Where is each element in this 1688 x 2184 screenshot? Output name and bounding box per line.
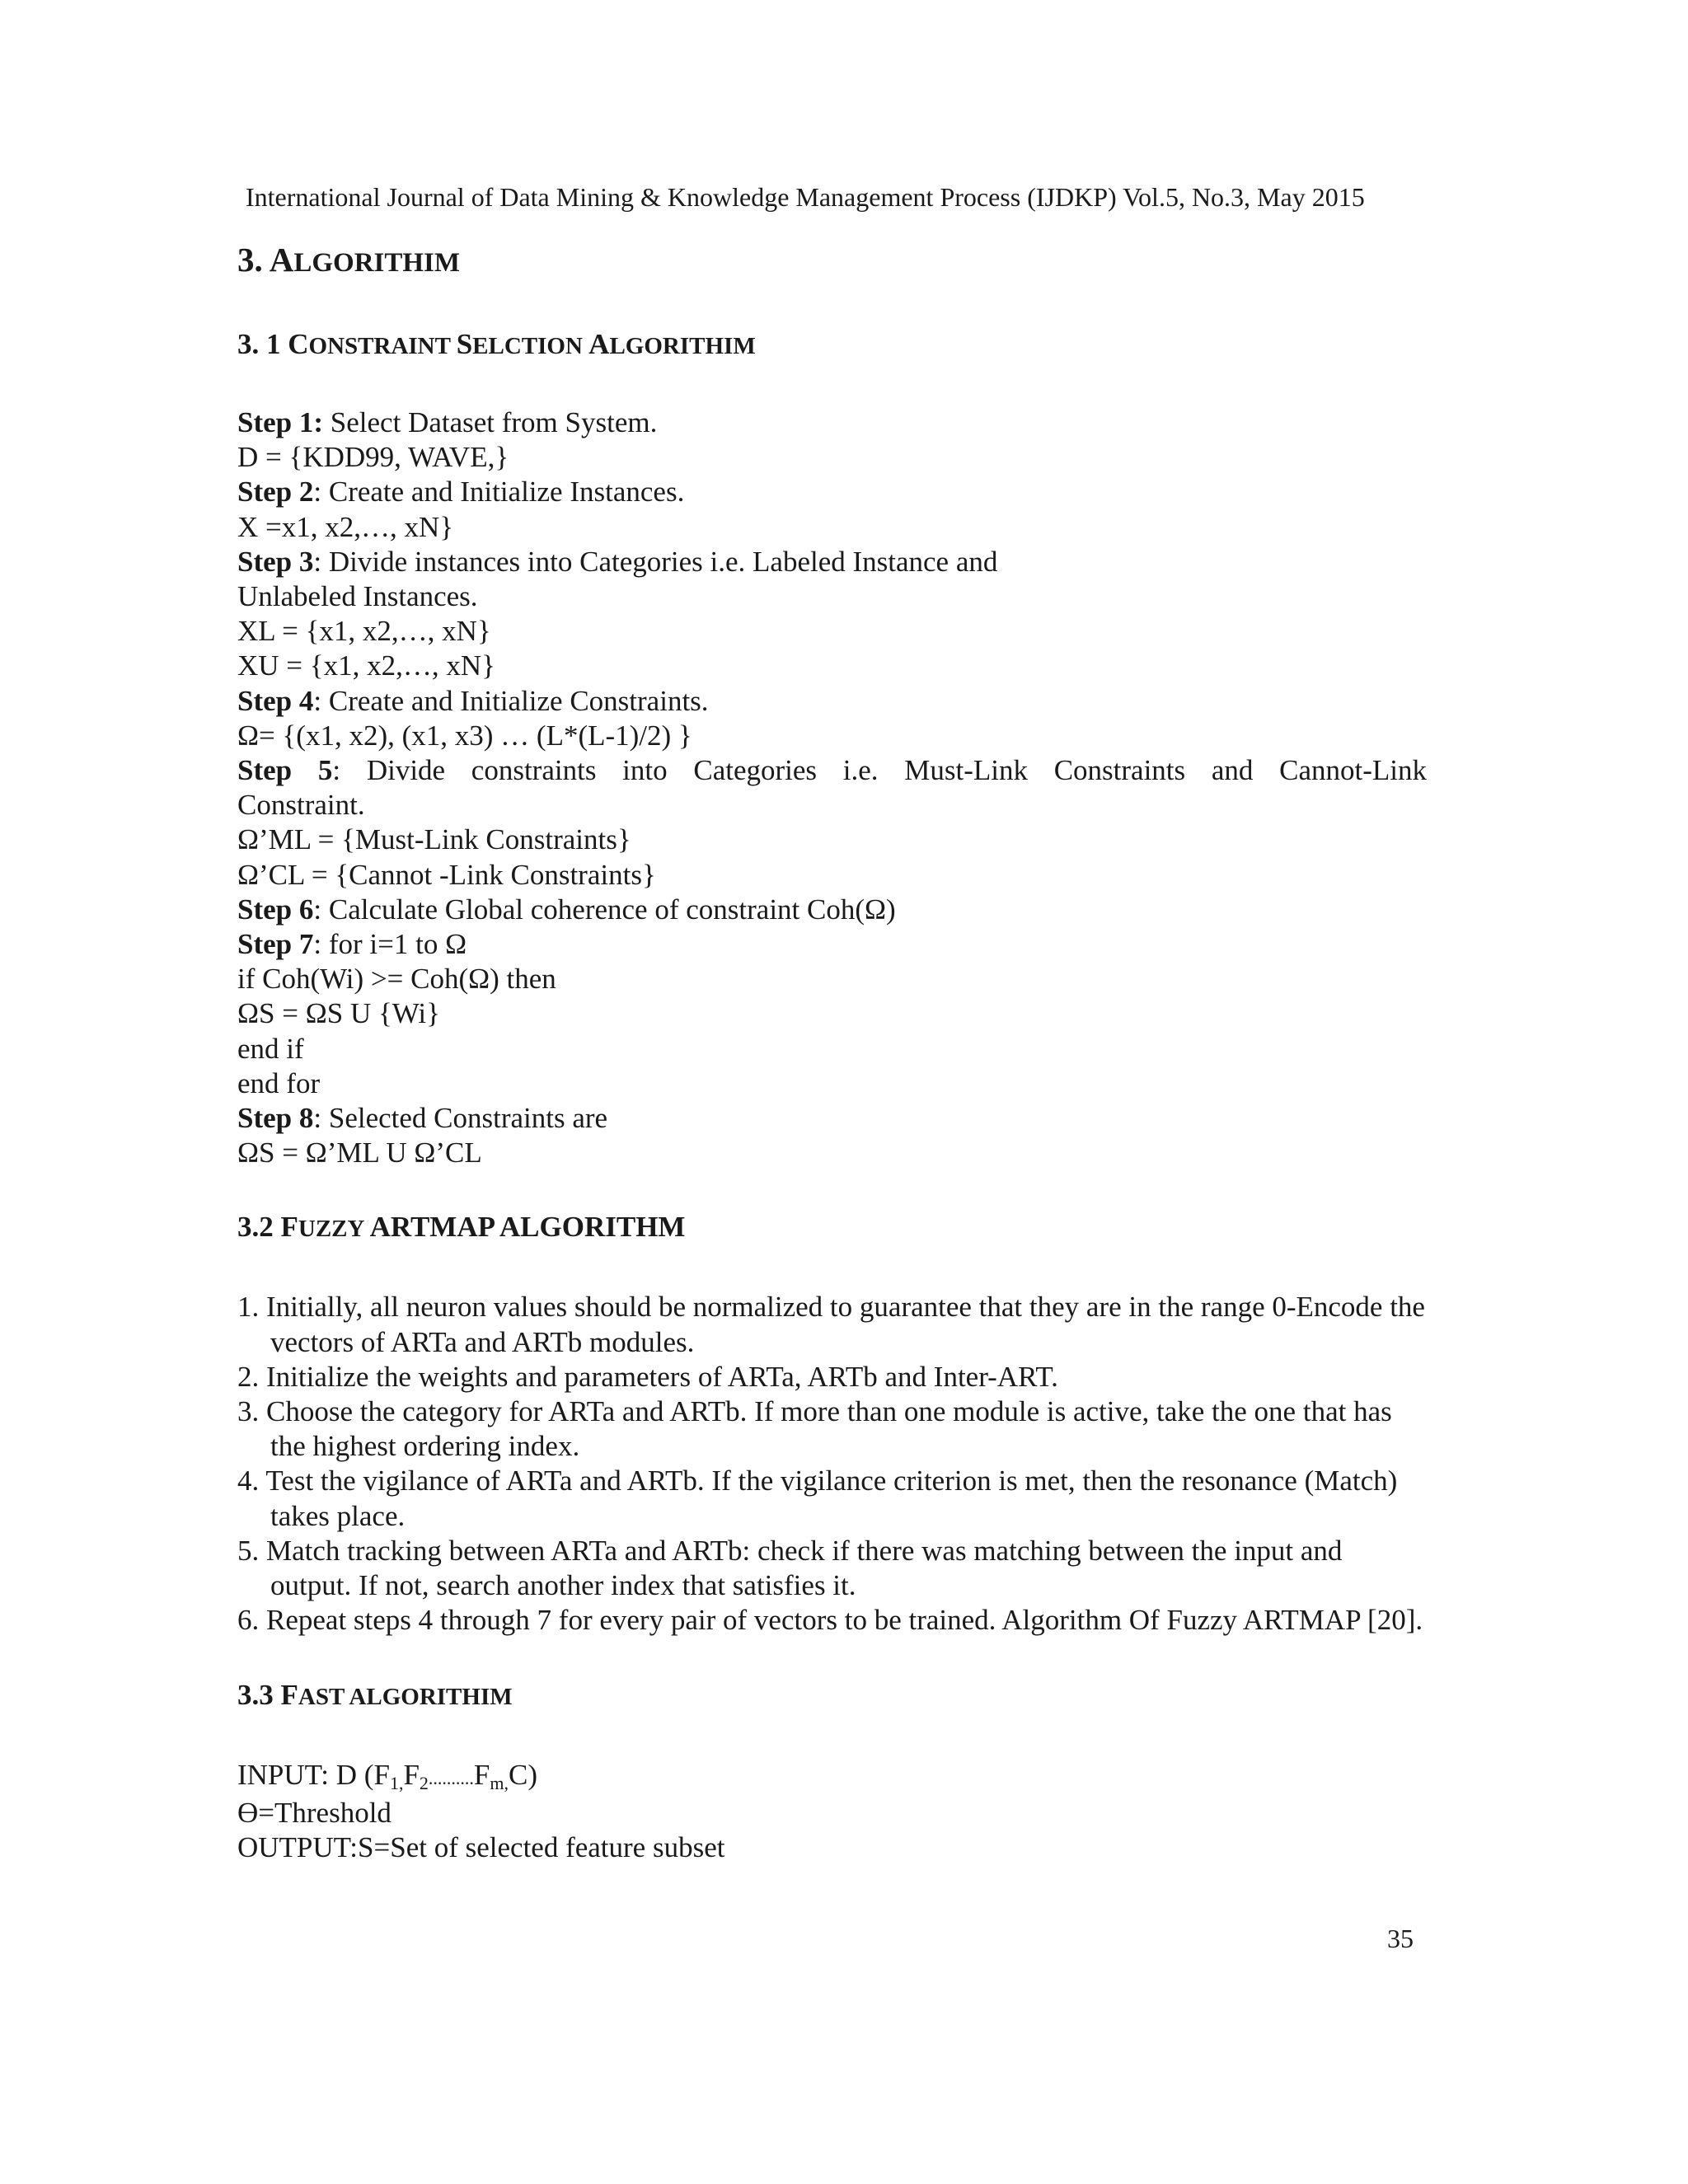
- list-item: 5. Match tracking between ARTa and ARTb: check if there was matching between the input and output. If not, search another index that satisfies it.: [237, 1534, 1343, 1602]
- step-4-label: Step 4: [237, 684, 314, 717]
- omega-s-line: ΩS = ΩS U {Wi}: [237, 997, 440, 1030]
- step-5-text: : Divide constraints into Categories i.e. Must-Link Constraints and Cannot-Link: [332, 754, 1427, 787]
- input-dots: ..........: [428, 1767, 474, 1788]
- step-8-label: Step 8: [237, 1102, 314, 1135]
- final-line: ΩS = Ω’ML U Ω’CL: [237, 1137, 482, 1169]
- list-item: 1. Initially, all neuron values should be normalized to guarantee that they are in the range 0-Encode the vectors of ARTa and ARTb modules.: [237, 1291, 1425, 1358]
- step-2-label: Step 2: [237, 476, 314, 509]
- cannot-link-line: Ω’CL = {Cannot -Link Constraints}: [237, 858, 656, 891]
- step-2-line: [237, 475, 1427, 509]
- running-head: International Journal of Data Mining & Knowledge Management Process (IJDKP) Vol.5, No.3, May 2015: [246, 182, 1365, 212]
- input-prefix: INPUT: D (F: [237, 1758, 390, 1791]
- section-3-1-w3: LGORITHIM: [609, 333, 756, 359]
- output-line: OUTPUT:S=Set of selected feature subset: [237, 1830, 725, 1863]
- input-sub-m: m,: [490, 1772, 509, 1793]
- section-3-1-num: 3. 1 C: [237, 328, 309, 360]
- step-1-label: Step 1:: [237, 406, 324, 438]
- step-6-line: [237, 893, 1427, 927]
- input-sub-2: 2: [419, 1772, 429, 1793]
- step-5-label: Step 5: [237, 754, 333, 787]
- must-link-line: Ω’ML = {Must-Link Constraints}: [237, 823, 631, 856]
- section-3-title: LGORITHIM: [293, 248, 461, 278]
- constraint-selection-steps: [237, 405, 1427, 1170]
- section-3-heading: [237, 235, 1427, 288]
- section-3-1-heading: [237, 324, 1427, 367]
- input-f2: F: [403, 1758, 420, 1791]
- step-7-label: Step 7: [237, 928, 314, 961]
- unlabeled-line: Unlabeled Instances.: [237, 580, 478, 613]
- input-suffix: C): [509, 1758, 537, 1791]
- section-3-3-heading: [237, 1675, 1427, 1718]
- section-3-1-w2: ELCTION: [472, 333, 589, 359]
- fast-algorithm-block: [237, 1758, 1427, 1866]
- list-item: 2. Initialize the weights and parameters of ARTa, ARTb and Inter-ART.: [237, 1360, 1058, 1393]
- list-item: 3. Choose the category for ARTa and ARTb. If more than one module is active, take the one that has the highest ordering index.: [237, 1395, 1392, 1463]
- end-if-line: end if: [237, 1032, 304, 1065]
- end-for-line: end for: [237, 1066, 321, 1099]
- omega-line: Ω= {(x1, x2), (x1, x3) … (L*(L-1)/2) }: [237, 719, 692, 752]
- step-3-label: Step 3: [237, 545, 314, 578]
- constraint-line: Constraint.: [237, 789, 365, 822]
- fuzzy-artmap-list: [237, 1290, 1427, 1638]
- if-coh-line: if Coh(Wi) >= Coh(Ω) then: [237, 963, 556, 996]
- section-3-number: 3. A: [237, 241, 294, 279]
- step-8-line: [237, 1101, 1427, 1136]
- xu-line: XU = {x1, x2,…, xN}: [237, 649, 495, 682]
- input-line: [237, 1758, 1427, 1796]
- step-3-text: : Divide instances into Categories i.e. Labeled Instance and: [313, 545, 998, 578]
- step-4-line: [237, 684, 1427, 719]
- step-2-text: : Create and Initialize Instances.: [313, 476, 685, 509]
- section-3-2-heading: [237, 1207, 1427, 1249]
- section-3-2-rest1: UZZY: [298, 1216, 370, 1243]
- section-3-1-w2cap: S: [456, 328, 473, 360]
- input-sub-1: 1,: [389, 1772, 404, 1793]
- step-6-label: Step 6: [237, 893, 314, 926]
- instances-line: X =x1, x2,…, xN}: [237, 510, 454, 543]
- section-3-3-num: 3.3 F: [237, 1678, 298, 1711]
- step-8-text: : Selected Constraints are: [313, 1102, 608, 1135]
- step-5-line: [237, 753, 1427, 788]
- step-6-text: : Calculate Global coherence of constraint Coh(Ω): [313, 893, 896, 926]
- step-3-line: [237, 545, 1427, 579]
- step-7-line: [237, 927, 1427, 962]
- input-fm: F: [473, 1758, 490, 1791]
- section-3-2-rest2: ARTMAP ALGORITHM: [369, 1211, 686, 1244]
- section-3-1-w3cap: A: [588, 328, 610, 360]
- step-7-text: : for i=1 to Ω: [313, 928, 467, 961]
- page-content: [237, 235, 1427, 1865]
- section-3-1-w1: ONSTRAINT: [308, 333, 457, 359]
- step-1-text: Select Dataset from System.: [323, 406, 658, 438]
- section-3-3-rest: AST ALGORITHIM: [298, 1683, 513, 1710]
- list-item: 4. Test the vigilance of ARTa and ARTb. If the vigilance criterion is met, then the resonance (Match) takes place.: [237, 1465, 1398, 1532]
- xl-line: XL = {x1, x2,…, xN}: [237, 615, 491, 648]
- step-1-line: [237, 405, 1427, 440]
- list-item: 6. Repeat steps 4 through 7 for every pair of vectors to be trained. Algorithm Of Fuzzy ARTMAP [20].: [237, 1604, 1423, 1637]
- threshold-line: Ө=Threshold: [237, 1796, 392, 1829]
- step-4-text: : Create and Initialize Constraints.: [313, 684, 709, 717]
- dataset-line: D = {KDD99, WAVE,}: [237, 441, 509, 474]
- page-number: 35: [1387, 1924, 1414, 1953]
- section-3-2-num: 3.2 F: [237, 1211, 298, 1244]
